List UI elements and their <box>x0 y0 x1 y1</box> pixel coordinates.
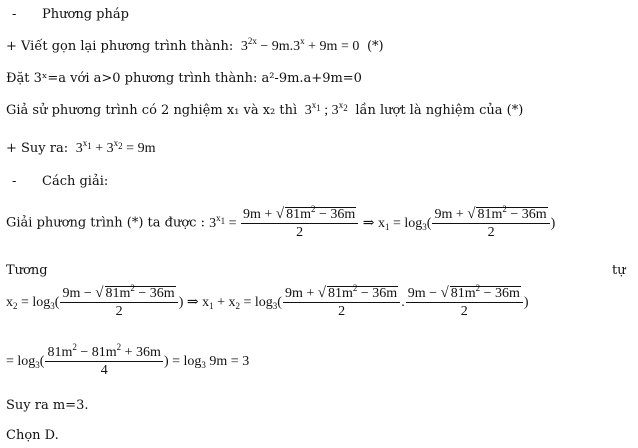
main-equation: $3^{2x} - 9m.3^x + 9m = 0$ <box>237 36 363 54</box>
method-heading <box>6 7 129 23</box>
substitution-line <box>6 71 362 87</box>
solve-text: Giải phương trình (*) ta được : <box>6 215 205 231</box>
infer-line <box>6 138 156 157</box>
fraction: $\frac{9m + √ 81m^2 - 36m}{2}$ <box>432 206 549 241</box>
fraction: $\frac{9m - √ 81m^2 - 36m}{2}$ <box>406 285 523 320</box>
assumption-end-text: lần lượt là nghiệm của (*) <box>355 103 524 118</box>
answer-line <box>6 428 59 444</box>
infer-text: + Suy ra: <box>6 141 69 156</box>
bullet-dash: - <box>12 7 17 22</box>
substitution-text: Đặt 3ˣ=a với a>0 phương trình thành: a²-9m.a+9m=0 <box>6 71 362 86</box>
answer-text: Chọn D. <box>6 428 59 443</box>
bullet-dash: - <box>12 174 17 189</box>
sum-equation: $3^{x_1} + 3^{x_2} = 9m$ <box>72 138 156 156</box>
rewrite-line <box>6 36 384 55</box>
product-line <box>6 344 249 379</box>
similar-left-text: Tương <box>6 263 48 278</box>
conclusion-text: Suy ra m=3. <box>6 398 89 413</box>
assumption-text: Giả sử phương trình có 2 nghiệm x₁ và x₂ thì <box>6 103 298 118</box>
solution-heading-text: Cách giải: <box>42 174 109 189</box>
similar-left <box>6 263 48 279</box>
x2-line <box>6 285 529 320</box>
fraction: $\frac{9m + √ 81m^2 - 36m}{2}$ <box>241 206 358 241</box>
solve-expression: $3^{x_1}$ = $\frac{9m + √ 81m^2 - 36m}{2}$ ⇒ $x_1 = \log_3$( $\frac{9m + √ 81m^2 - 36m}{2}$ ) <box>209 204 556 240</box>
solve-line <box>6 206 555 241</box>
product-expression: = $\log_3$( $\frac{81m^2 - 81m^2 + 36m}{4}$ ) = $\log_3 9m = 3$ <box>6 342 250 378</box>
x2-expression: $x_2 = \log_3$( $\frac{9m - √ 81m^2 - 36m}{2}$ ) ⇒ $x_1 + x_2 = \log_3$( $\frac{9m + √ 81m^2 - 36m}{2}$ . $\frac{9m - √ 81m^2 - 36m}{2}$ ) <box>6 283 529 319</box>
fraction: $\frac{81m^2 - 81m^2 + 36m}{4}$ <box>47 342 161 378</box>
conclusion-line <box>6 398 88 414</box>
solution-heading <box>6 174 108 190</box>
equation-tag: (*) <box>366 39 384 54</box>
similar-right-text: tự <box>612 263 626 278</box>
method-heading-text: Phương pháp <box>42 7 129 22</box>
fraction: $\frac{9m + √ 81m^2 - 36m}{2}$ <box>283 285 400 320</box>
rewrite-text: + Viết gọn lại phương trình thành: <box>6 39 234 54</box>
fraction: $\frac{9m - √ 81m^2 - 36m}{2}$ <box>60 285 177 320</box>
roots-expression: $3^{x_1}$ ; $3^{x_2}$ <box>301 100 348 118</box>
similar-right <box>612 263 626 279</box>
assumption-line <box>6 100 524 119</box>
